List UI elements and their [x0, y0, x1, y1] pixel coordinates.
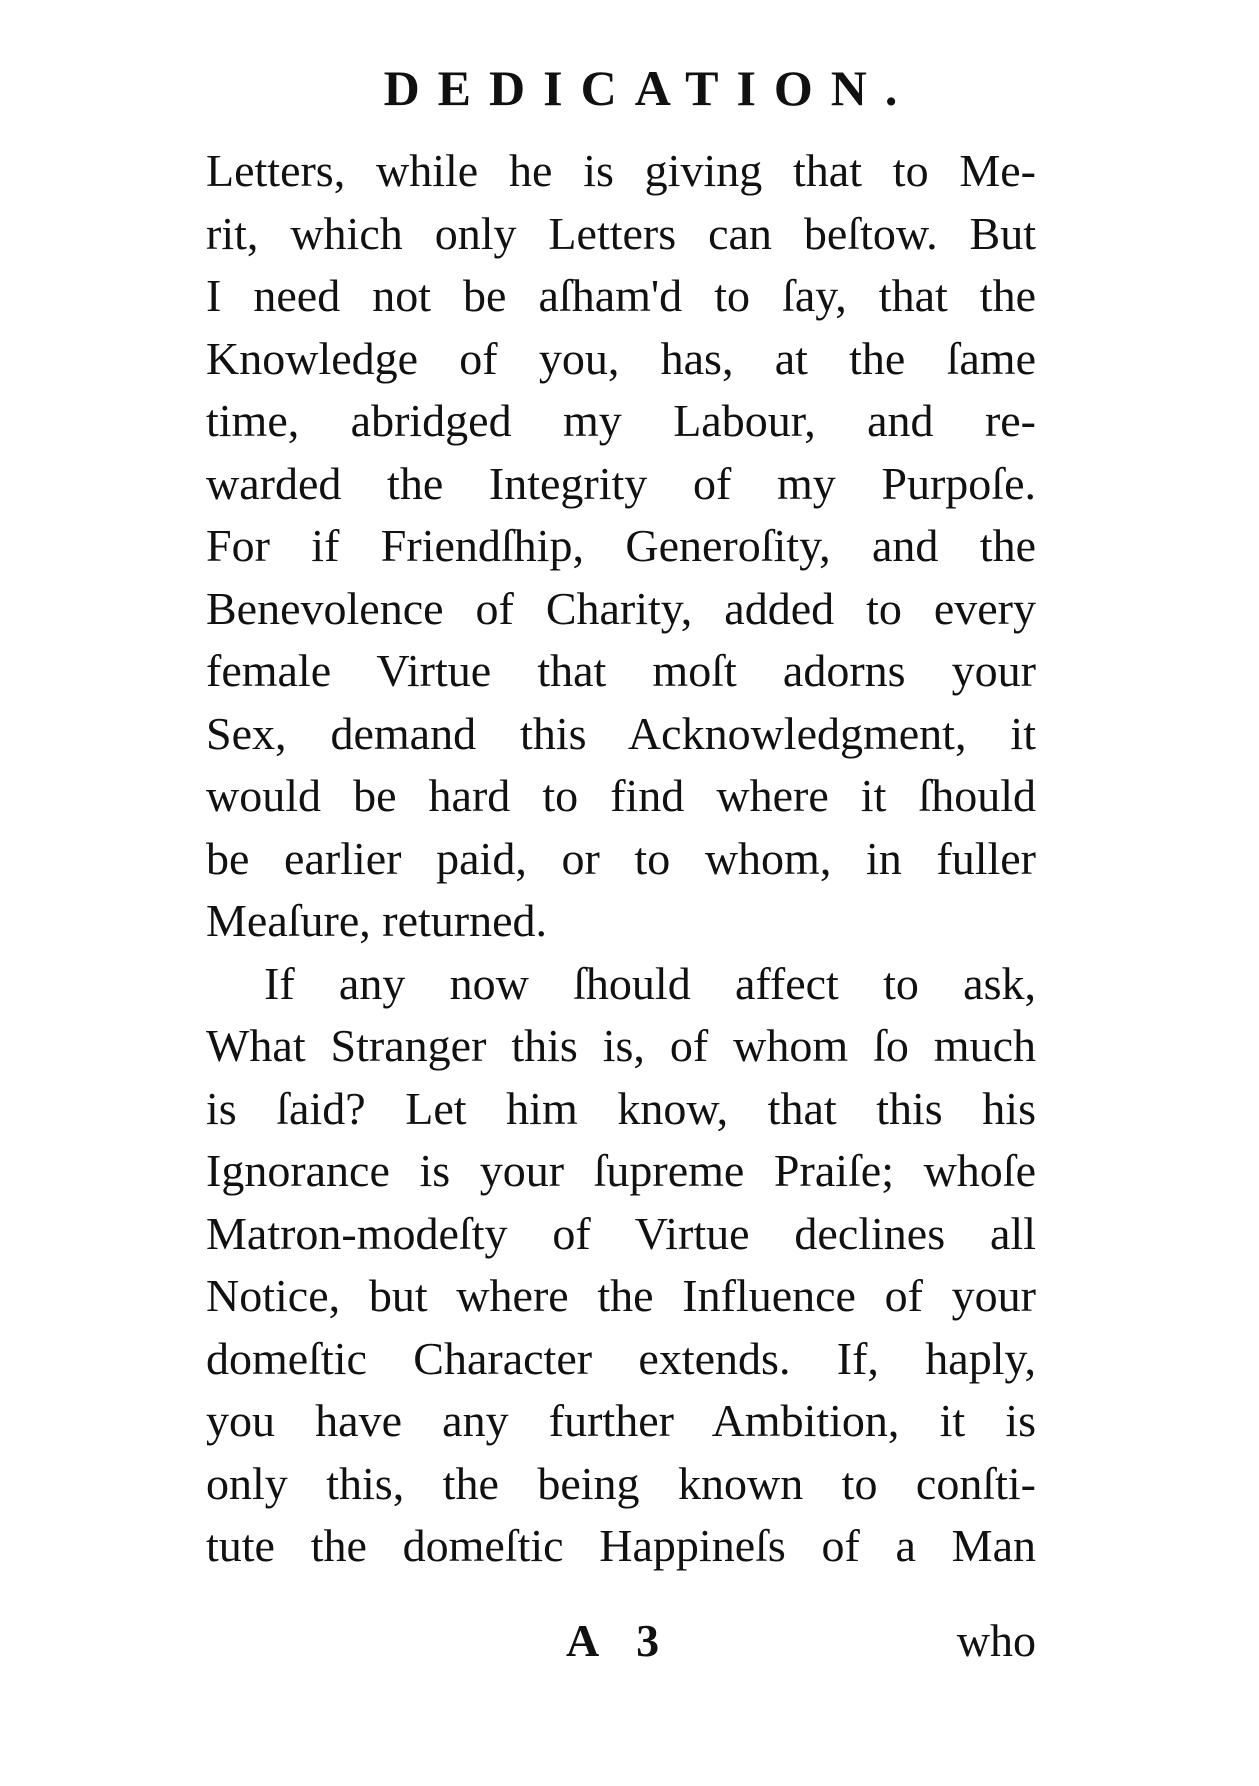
text-line: Matron-modeſty of Virtue declines all: [206, 1207, 1036, 1259]
dedication-text: [206, 140, 1036, 1578]
text-line: For if Friendſhip, Generoſity, and the: [206, 520, 1036, 571]
catchword: who: [956, 1615, 1036, 1666]
text-line: rit, which only Letters can beſtow. But: [206, 207, 1036, 259]
text-line: warded the Integrity of my Purpoſe.: [206, 457, 1036, 509]
text-line: Meaſure, returned.: [206, 895, 548, 946]
text-line: I need not be aſham'd to ſay, that the: [206, 270, 1036, 321]
signature-mark: A 3: [566, 1615, 674, 1666]
text-line: Knowledge of you, has, at the ſame: [206, 332, 1036, 384]
text-line: Ignorance is your ſupreme Praiſe; whoſe: [206, 1145, 1036, 1196]
text-line: tute the domeſtic Happineſs of a Man: [206, 1520, 1036, 1571]
text-line: Sex, demand this Acknowledgment, it: [206, 707, 1036, 759]
running-title: DEDICATION.: [383, 60, 916, 116]
text-line: female Virtue that moſt adorns your: [206, 645, 1036, 696]
text-line: What Stranger this is, of whom ſo much: [206, 1020, 1036, 1071]
text-line: you have any further Ambition, it is: [206, 1395, 1036, 1446]
text-line: Notice, but where the Influence of your: [206, 1270, 1036, 1321]
paragraph-2: [206, 953, 1036, 1578]
text-line: would be hard to find where it ſhould: [206, 770, 1036, 821]
text-line: is ſaid? Let him know, that this his: [206, 1082, 1036, 1134]
text-line: If any now ſhould affect to ask,: [264, 957, 1036, 1009]
paragraph-1: [206, 140, 1036, 953]
text-line: time, abridged my Labour, and re-: [206, 395, 1036, 446]
text-line: Benevolence of Charity, added to every: [206, 582, 1036, 634]
text-line: domeſtic Character extends. If, haply,: [206, 1332, 1036, 1384]
text-line: be earlier paid, or to whom, in fuller: [206, 832, 1036, 884]
text-line: only this, the being known to conſti-: [206, 1457, 1036, 1509]
page-footer: [206, 1610, 1036, 1672]
text-line: Letters, while he is giving that to Me-: [206, 145, 1036, 196]
